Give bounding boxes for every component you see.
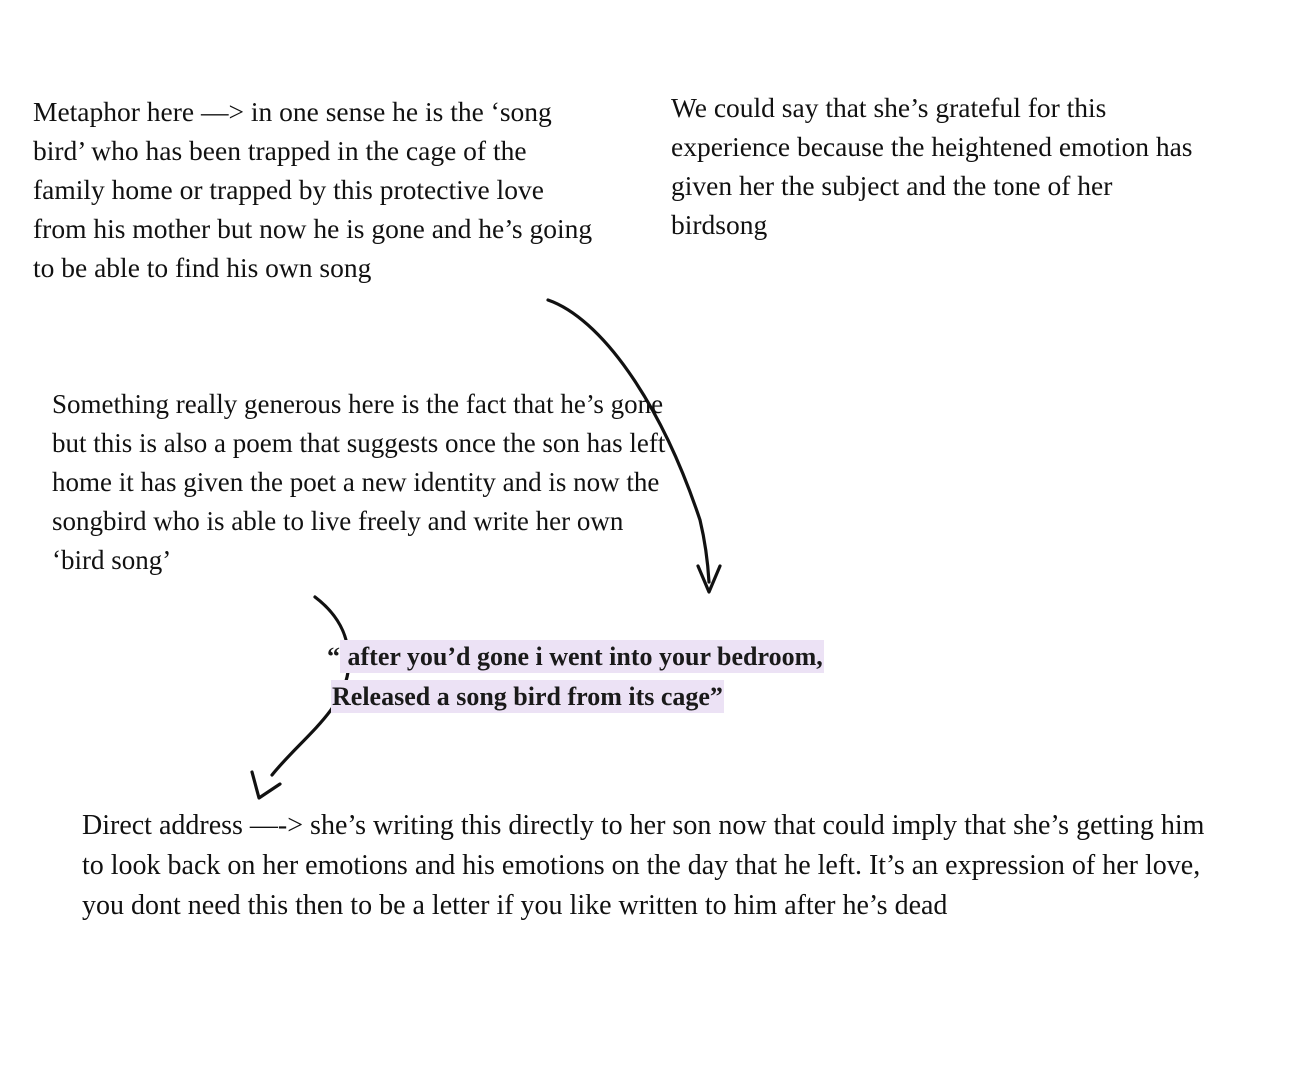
quote-open-mark: “ (327, 642, 340, 671)
arrowhead-generous (252, 772, 280, 798)
annotation-grateful: We could say that she’s grateful for this experience because the heightened emotion has given her the subject and the tone of her birdsong (671, 92, 1193, 240)
poem-quote (327, 638, 1027, 716)
quote-line-1: after you’d gone i went into your bedroom, (341, 642, 823, 671)
annotation-direct-address: Direct address —-> she’s writing this directly to her son now that could imply that she’s getting him to look back on her emotions and his emotions on the day that he left. It’s an expression of her love, you dont need this then to be a letter if you like written to him after he’s dead (82, 810, 1205, 921)
quote-line-2-wrapper (331, 678, 1027, 716)
quote-line-2: Released a song bird from its cage” (332, 682, 723, 711)
annotation-metaphor: Metaphor here —> in one sense he is the ‘song bird’ who has been trapped in the cage of the family home or trapped by this protective love from his mother but now he is gone and he’s going to be able to find his own song (33, 96, 593, 283)
annotation-generous: Something really generous here is the fact that he’s gone but this is also a poem that suggests once the son has left home it has given the poet a new identity and is now the songbird who is able to live freely and write her own ‘bird song’ (52, 389, 666, 575)
arrowhead-metaphor (698, 566, 720, 592)
